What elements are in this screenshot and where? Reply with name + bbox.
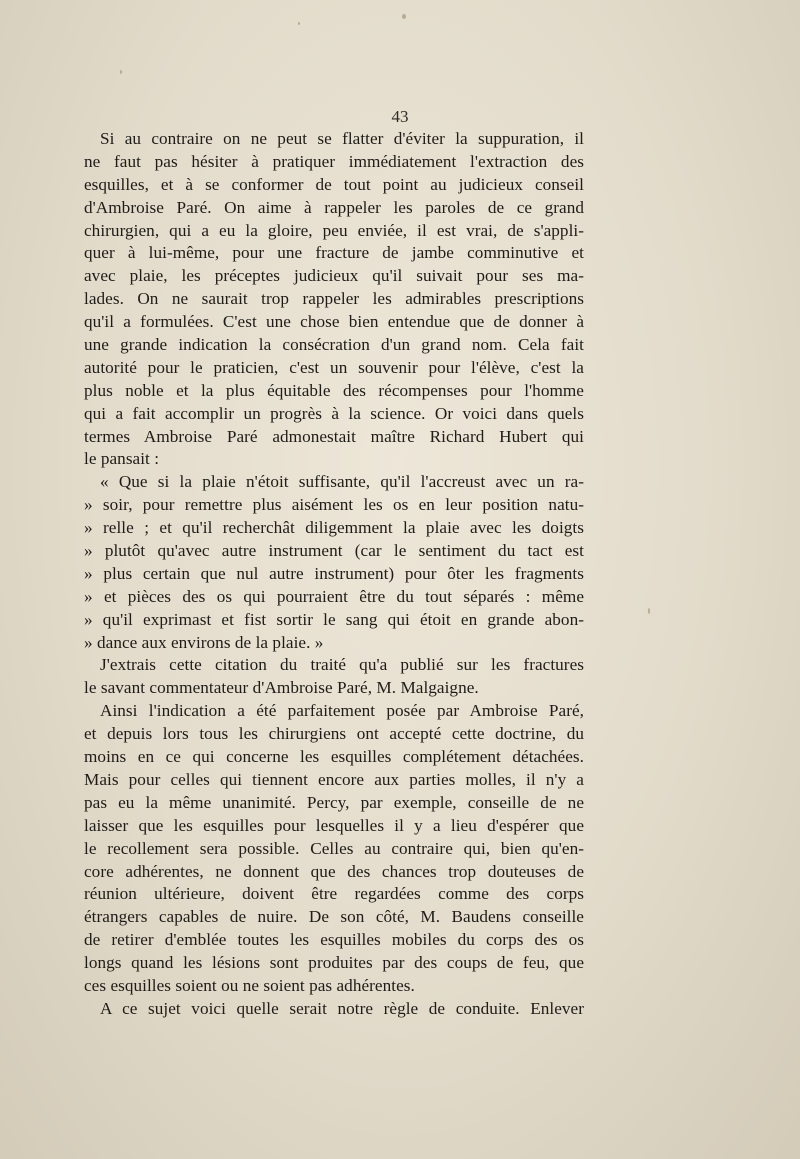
text-line: » soir, pour remettre plus aisément les os en leur position natu- (84, 495, 584, 515)
text-line: chirurgien, qui a eu la gloire, peu enviée, il est vrai, de s'appli- (84, 220, 584, 240)
text-line: pas eu la même unanimité. Percy, par exemple, conseille de ne (84, 792, 584, 812)
text-line: esquilles, et à se conformer de tout point au judicieux conseil (84, 174, 584, 194)
text-line: quer à lui-même, pour une fracture de jambe comminutive et (84, 243, 584, 263)
text-line: réunion ultérieure, doivent être regardées comme des corps (84, 884, 584, 904)
text-line: d'Ambroise Paré. On aime à rappeler les paroles de ce grand (84, 197, 584, 217)
paper-speck (298, 22, 300, 25)
paper-speck (402, 14, 406, 19)
body-text (84, 128, 584, 1021)
text-line: « Que si la plaie n'étoit suffisante, qu'il l'accreust avec un ra- (100, 472, 584, 492)
text-line: le pansait : (84, 449, 160, 469)
paper-speck (120, 70, 122, 74)
text-line: » et pièces des os qui pourraient être du tout séparés : même (84, 586, 584, 606)
text-line: et depuis lors tous les chirurgiens ont accepté cette doctrine, du (84, 724, 584, 744)
text-line: moins en ce qui concerne les esquilles complétement détachées. (84, 747, 584, 767)
text-line: qu'il a formulées. C'est une chose bien entendue que de donner à (84, 312, 584, 332)
text-line: » plus certain que nul autre instrument) pour ôter les fragments (84, 563, 584, 583)
paper-speck (648, 608, 650, 614)
page-number: 43 (391, 107, 409, 126)
text-line: une grande indication la consécration d'un grand nom. Cela fait (84, 335, 584, 355)
text-line: » relle ; et qu'il recherchât diligemment la plaie avec les doigts (84, 518, 584, 538)
text-line: » dance aux environs de la plaie. » (84, 632, 324, 652)
text-line: de retirer d'emblée toutes les esquilles mobiles du corps des os (84, 930, 584, 950)
text-line: autorité pour le praticien, c'est un souvenir pour l'élève, c'est la (84, 357, 584, 377)
text-line: termes Ambroise Paré admonestait maître Richard Hubert qui (84, 426, 584, 446)
text-line: Mais pour celles qui tiennent encore aux parties molles, il n'y a (84, 769, 584, 789)
text-line: plus noble et la plus équitable des récompenses pour l'homme (84, 380, 584, 400)
text-line: laisser que les esquilles pour lesquelles il y a lieu d'espérer que (84, 815, 584, 835)
text-line: Ainsi l'indication a été parfaitement posée par Ambroise Paré, (100, 701, 584, 721)
text-line: A ce sujet voici quelle serait notre règle de conduite. Enlever (100, 998, 584, 1018)
text-line: longs quand les lésions sont produites par des coups de feu, que (84, 953, 584, 973)
text-line: » qu'il exprimast et fist sortir le sang qui étoit en grande abon- (84, 609, 584, 629)
text-line: qui a fait accomplir un progrès à la science. Or voici dans quels (84, 403, 584, 423)
text-line: lades. On ne saurait trop rappeler les admirables prescriptions (84, 289, 584, 309)
text-line: core adhérentes, ne donnent que des chances trop douteuses de (84, 861, 584, 881)
text-line: ces esquilles soient ou ne soient pas adhérentes. (84, 975, 415, 995)
text-line: avec plaie, les préceptes judicieux qu'il suivait pour ses ma- (84, 266, 584, 286)
text-line: ne faut pas hésiter à pratiquer immédiatement l'extraction des (84, 151, 584, 171)
text-line: le savant commentateur d'Ambroise Paré, M. Malgaigne. (84, 678, 479, 698)
text-line: le recollement sera possible. Celles au contraire qui, bien qu'en- (84, 838, 584, 858)
text-line: J'extrais cette citation du traité qu'a publié sur les fractures (100, 655, 584, 675)
text-line: Si au contraire on ne peut se flatter d'éviter la suppuration, il (100, 129, 584, 148)
text-line: étrangers capables de nuire. De son côté, M. Baudens conseille (84, 907, 584, 927)
text-line: » plutôt qu'avec autre instrument (car le sentiment du tact est (84, 541, 584, 561)
